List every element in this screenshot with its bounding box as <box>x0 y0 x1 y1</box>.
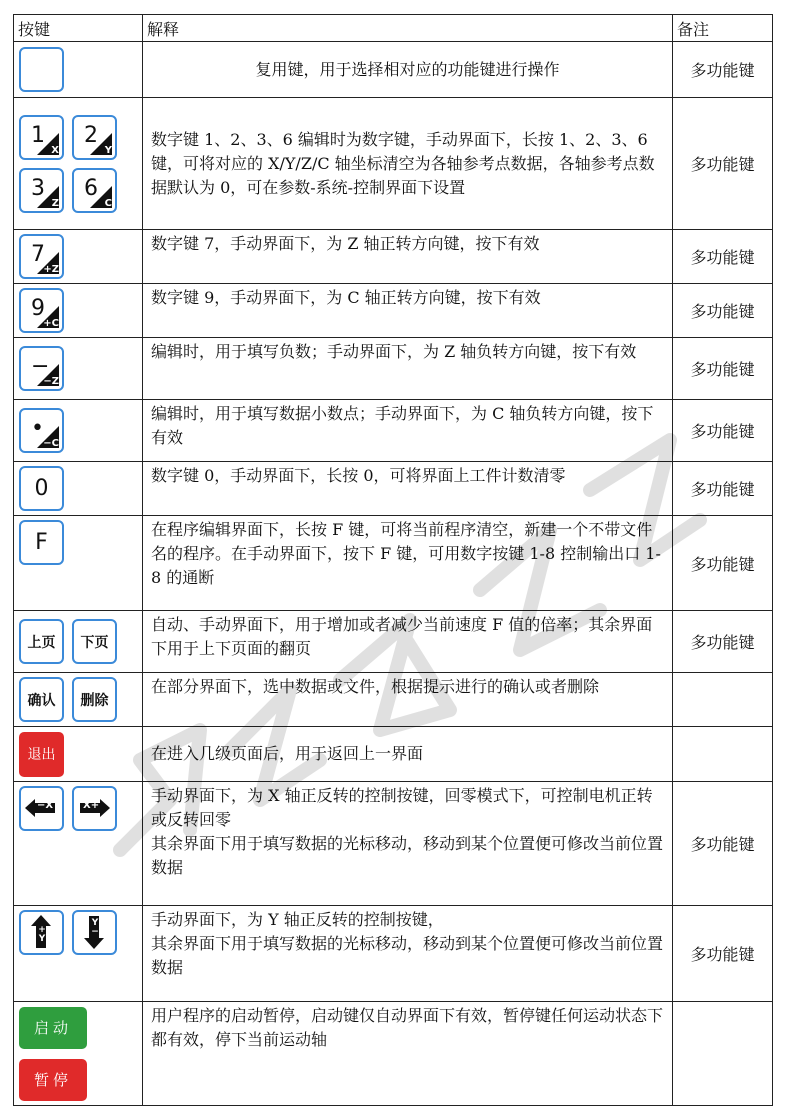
key-6[interactable]: 6 C <box>72 168 117 213</box>
table-row <box>14 98 773 230</box>
row-note <box>673 727 773 782</box>
page-down-key[interactable]: 下页 <box>72 619 117 664</box>
row-desc-2: 其余界面下用于填写数据的光标移动，移动到某个位置便可修改当前位置数据 <box>151 934 664 977</box>
row-note: 多功能键 <box>673 516 773 611</box>
pause-button[interactable]: 暂停 <box>19 1059 87 1101</box>
table-row <box>14 284 773 338</box>
table-row <box>14 516 773 611</box>
key-dot[interactable]: • −C <box>19 408 64 453</box>
table-row <box>14 462 773 516</box>
table-row <box>14 906 773 1002</box>
y-minus-key[interactable]: Y− <box>72 910 117 955</box>
row-desc: 自动、手动界面下，用于增加或者减少当前速度 F 值的倍率；其余界面下用于上下页面的翻页 <box>143 611 673 673</box>
x-minus-key[interactable]: −X <box>19 786 64 831</box>
row-note: 多功能键 <box>673 906 773 1002</box>
page-up-key[interactable]: 上页 <box>19 619 64 664</box>
row-desc: 用户程序的启动暂停，启动键仅自动界面下有效，暂停键任何运动状态下都有效，停下当前运动轴 <box>143 1002 673 1106</box>
table-header <box>14 15 773 42</box>
exit-button[interactable]: 退出 <box>19 732 64 777</box>
row-desc: 编辑时，用于填写负数；手动界面下，为 Z 轴负转方向键，按下有效 <box>143 338 673 400</box>
header-keys: 按键 <box>14 15 143 42</box>
header-explain: 解释 <box>143 15 673 42</box>
row-note: 多功能键 <box>673 284 773 338</box>
row-note: 多功能键 <box>673 611 773 673</box>
row-desc: 在程序编辑界面下，长按 F 键，可将当前程序清空，新建一个不带文件名的程序。在手动界面下，按下 F 键，可用数字按键 1-8 控制输出口 1-8 的通断 <box>143 516 673 611</box>
row-desc: 在部分界面下，选中数据或文件，根据提示进行的确认或者删除 <box>143 673 673 727</box>
y-plus-key[interactable]: +Y <box>19 910 64 955</box>
row-desc: 在进入几级页面后，用于返回上一界面 <box>143 727 673 782</box>
row-desc: 数字键 9，手动界面下，为 C 轴正转方向键，按下有效 <box>143 284 673 338</box>
row-note: 多功能键 <box>673 230 773 284</box>
key-7[interactable]: 7 +Z <box>19 234 64 279</box>
key-1[interactable]: 1 X <box>19 115 64 160</box>
key-minus[interactable]: − −Z <box>19 346 64 391</box>
key-9[interactable]: 9 +C <box>19 288 64 333</box>
row-desc: 数字键 1、2、3、6 编辑时为数字键，手动界面下，长按 1、2、3、6 键，可将对应的 X/Y/Z/C 轴坐标清空为各轴参考点数据，各轴参考点数据默认为 0，可在参数-系统-控制界面下设置 <box>143 98 673 230</box>
key-f[interactable]: F <box>19 520 64 565</box>
confirm-key[interactable]: 确认 <box>19 677 64 722</box>
table-row <box>14 727 773 782</box>
delete-key[interactable]: 删除 <box>72 677 117 722</box>
key-2[interactable]: 2 Y <box>72 115 117 160</box>
row-note: 多功能键 <box>673 98 773 230</box>
row-desc: 复用键，用于选择相对应的功能键进行操作 <box>143 42 673 98</box>
row-note <box>673 1002 773 1106</box>
table-row <box>14 230 773 284</box>
header-note: 备注 <box>673 15 773 42</box>
table-row <box>14 338 773 400</box>
row-desc: 数字键 7，手动界面下，为 Z 轴正转方向键，按下有效 <box>143 230 673 284</box>
key-table <box>13 14 773 1106</box>
row-desc: 手动界面下，为 X 轴正反转的控制按键，回零模式下，可控制电机正转或反转回零 <box>151 786 653 829</box>
table-row <box>14 42 773 98</box>
row-desc: 数字键 0，手动界面下，长按 0，可将界面上工件计数清零 <box>143 462 673 516</box>
table-row <box>14 782 773 906</box>
row-note: 多功能键 <box>673 462 773 516</box>
row-note: 多功能键 <box>673 400 773 462</box>
row-note: 多功能键 <box>673 338 773 400</box>
row-note <box>673 673 773 727</box>
row-desc-2: 其余界面下用于填写数据的光标移动，移动到某个位置便可修改当前位置数据 <box>151 834 664 877</box>
row-desc: 编辑时，用于填写数据小数点；手动界面下，为 C 轴负转方向键，按下有效 <box>143 400 673 462</box>
x-plus-key[interactable]: X+ <box>72 786 117 831</box>
table-row <box>14 673 773 727</box>
key-0[interactable]: 0 <box>19 466 64 511</box>
row-note: 多功能键 <box>673 42 773 98</box>
key-3[interactable]: 3 Z <box>19 168 64 213</box>
table-row <box>14 611 773 673</box>
multiplex-key[interactable] <box>19 47 64 92</box>
table-row <box>14 1002 773 1106</box>
row-note: 多功能键 <box>673 782 773 906</box>
start-button[interactable]: 启动 <box>19 1007 87 1049</box>
table-row <box>14 400 773 462</box>
row-desc: 手动界面下，为 Y 轴正反转的控制按键， <box>151 910 444 929</box>
